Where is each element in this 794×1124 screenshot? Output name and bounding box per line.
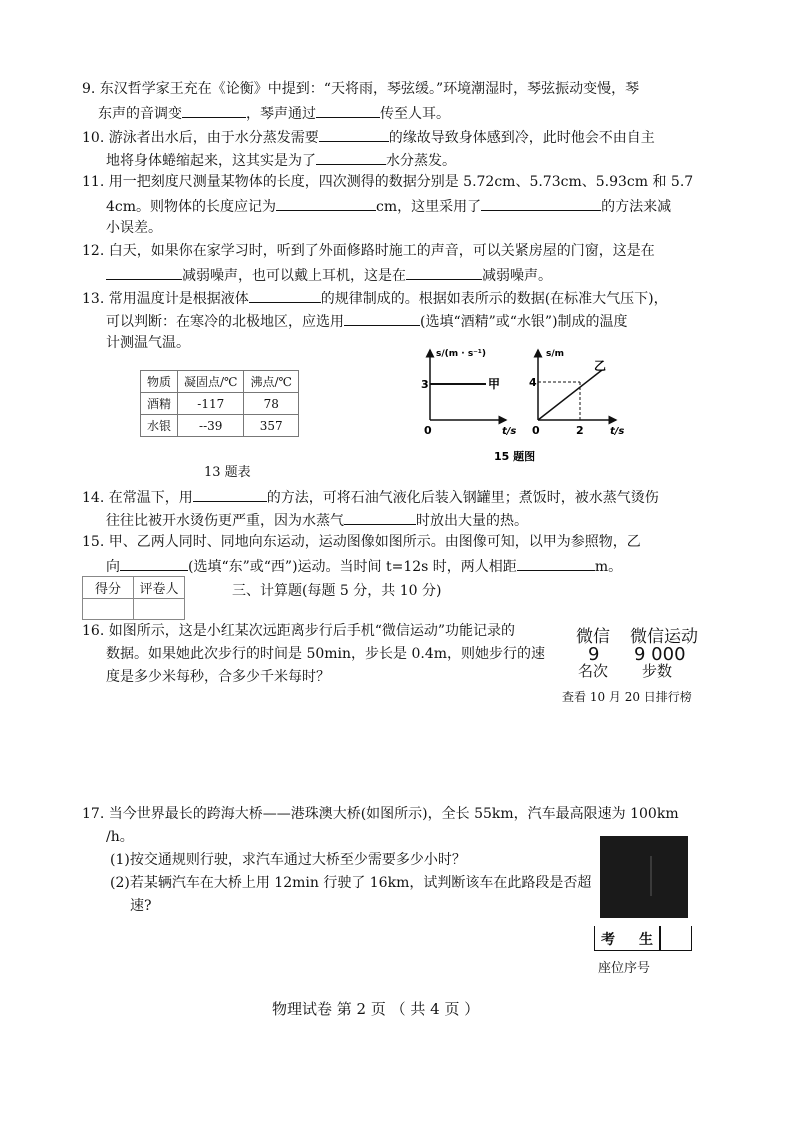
q13-table-caption: 13 题表 <box>204 465 251 480</box>
q12-text-a: 减弱噪声，也可以戴上耳机，这是在 <box>182 268 406 284</box>
q14-blank-2[interactable] <box>344 510 416 525</box>
q10-blank-2[interactable] <box>316 150 386 165</box>
q11-line1: 11. 用一把刻度尺测量某物体的长度，四次测得的数据分别是 5.72cm、5.73cm、5.93cm 和 5.7 <box>82 174 694 190</box>
left-y-label: s/(m · s⁻¹) <box>436 349 486 359</box>
table-row <box>141 393 299 415</box>
q13-data-table <box>140 370 299 437</box>
q12-line1: 12. 白天，如果你在家学习时，听到了外面修路时施工的声音，可以关紧房屋的门窗，这是在 <box>82 243 655 259</box>
q13-blank-1[interactable] <box>249 288 321 303</box>
q11-line3: 小误差。 <box>106 220 162 236</box>
wechat-title: 微信 <box>576 627 610 647</box>
table-header-cell: 沸点/℃ <box>244 371 298 393</box>
q14-text-b: 的方法，可将石油气液化后装入钢罐里；煮饭时，被水蒸气烫伤 <box>266 490 659 506</box>
q10-text-c: 地将身体蜷缩起来，这其实是为了 <box>106 153 316 169</box>
right-y-tick: 4 <box>529 376 537 389</box>
table-cell: -117 <box>178 393 244 415</box>
right-x-label: t/s <box>610 426 625 437</box>
table-cell: 水银 <box>141 415 178 437</box>
q17-part1: (1)按交通规则行驶，求汽车通过大桥至少需要多少小时？ <box>110 852 466 868</box>
seat-caption: 座位序号 <box>598 961 651 976</box>
q13-line2 <box>106 311 628 331</box>
q15-text-c: m。 <box>594 559 623 575</box>
left-origin: 0 <box>424 424 432 437</box>
q12-blank-2[interactable] <box>406 265 482 280</box>
right-origin: 0 <box>532 424 540 437</box>
grader-cell[interactable] <box>134 599 185 620</box>
q13-blank-2[interactable] <box>344 311 420 326</box>
q14-text-d: 时放出大量的热。 <box>416 513 528 529</box>
bridge-photo <box>600 836 688 918</box>
q13-text-d: (选填“酒精”或“水银”)制成的温度 <box>420 314 628 330</box>
right-series-line <box>538 370 602 420</box>
q13-text-b: 的规律制成的。根据如表所示的数据(在标准大气压下)， <box>320 291 668 307</box>
q9-blank-2[interactable] <box>316 103 380 118</box>
seat-divider <box>659 926 661 950</box>
q11-blank-1[interactable] <box>276 196 376 211</box>
bridge-tower <box>650 856 652 896</box>
table-row <box>141 415 299 437</box>
q17-line2: /h。 <box>106 829 134 845</box>
grader-label: 评卷人 <box>134 577 185 599</box>
q11-text-c: 的方法来减 <box>601 199 672 215</box>
q16-line3: 度是多少米每秒，合多少千米每时？ <box>106 669 330 685</box>
q9-text-c: 传至人耳。 <box>380 106 450 122</box>
q11-blank-2[interactable] <box>481 196 601 211</box>
fig15-graphs <box>418 342 638 466</box>
table-header-cell: 物质 <box>141 371 178 393</box>
q10-text-d: 水分蒸发。 <box>386 153 456 169</box>
q15-blank-2[interactable] <box>517 556 595 571</box>
score-table <box>82 576 185 620</box>
page-footer: 物理试卷 第 2 页 （ 共 4 页 ） <box>272 1000 480 1018</box>
wechat-sports-figure <box>562 622 722 712</box>
q14-line2 <box>106 510 528 530</box>
table-header-row <box>141 371 299 393</box>
q14-blank-1[interactable] <box>193 487 267 502</box>
steps-label: 步数 <box>642 662 673 680</box>
q12-text-b: 减弱噪声。 <box>482 268 552 284</box>
q14-text-c: 往往比被开水烫伤更严重，因为水蒸气 <box>106 513 344 529</box>
q9-blank-1[interactable] <box>182 103 246 118</box>
seat-label-sheng: 生 <box>639 932 653 948</box>
right-y-label: s/m <box>546 349 565 359</box>
q15-line2 <box>106 556 622 576</box>
left-y-tick: 3 <box>421 378 429 391</box>
score-label: 得分 <box>83 577 134 599</box>
right-x-tick: 2 <box>576 424 584 437</box>
q16-line1: 16. 如图所示，这是小红某次远距离步行后手机“微信运动”功能记录的 <box>82 623 516 639</box>
leaderboard-link: 查看 10 月 20 日排行榜 <box>562 690 692 704</box>
q14-text-a: 14. 在常温下，用 <box>82 490 193 506</box>
table-cell: --39 <box>178 415 244 437</box>
q12-line2 <box>106 265 552 285</box>
q17-part2: (2)若某辆汽车在大桥上用 12min 行驶了 16km，试判断该车在此路段是否超 <box>110 875 592 891</box>
q17-line1: 17. 当今世界最长的跨海大桥——港珠澳大桥(如图所示)，全长 55km，汽车最高限速为 100km <box>82 806 679 822</box>
table-cell: 357 <box>244 415 298 437</box>
left-series-label: 甲 <box>488 377 501 391</box>
q17-part2-cont: 速? <box>130 898 152 914</box>
q15-text-a: 向 <box>106 559 120 575</box>
q10-blank-1[interactable] <box>319 127 389 142</box>
score-cell[interactable] <box>83 599 134 620</box>
q11-line2 <box>106 196 671 216</box>
q10-line1 <box>82 127 655 147</box>
seat-label-kao: 考 <box>601 932 615 948</box>
q10-text-b: 的缘故导致身体感到冷，此时他会不由自主 <box>388 130 655 146</box>
q13-line1 <box>82 288 668 308</box>
steps-value: 9 000 <box>634 644 686 665</box>
table-cell: 酒精 <box>141 393 178 415</box>
seat-number-box <box>594 926 692 951</box>
fig15-caption: 15 题图 <box>494 450 536 463</box>
table-cell: 78 <box>244 393 298 415</box>
wechat-sports-title: 微信运动 <box>630 627 698 647</box>
q10-line2 <box>106 150 456 170</box>
q10-text-a: 10. 游泳者出水后，由于水分蒸发需要 <box>82 130 319 146</box>
q16-line2: 数据。如果她此次步行的时间是 50min，步长是 0.4m，则她步行的速 <box>106 646 546 662</box>
q15-text-b: (选填“东”或“西”)运动。当时间 t=12s 时，两人相距 <box>188 559 517 575</box>
q11-text-a: 4cm。则物体的长度应记为 <box>106 199 277 215</box>
rank-label: 名次 <box>578 662 609 680</box>
table-header-cell: 凝固点/℃ <box>178 371 244 393</box>
right-series-label: 乙 <box>594 359 607 373</box>
q13-text-c: 可以判断：在寒冷的北极地区，应选用 <box>106 314 344 330</box>
section-3-heading: 三、计算题(每题 5 分，共 10 分) <box>232 583 442 599</box>
q9-text-a: 东声的音调变 <box>98 106 182 122</box>
q9-text-b: ，琴声通过 <box>246 106 316 122</box>
q9-line1: 9. 东汉哲学家王充在《论衡》中提到：“天将雨，琴弦缓。”环境潮湿时，琴弦振动变慢，琴 <box>82 81 640 97</box>
q14-line1 <box>82 487 659 507</box>
q13-line3: 计测温气温。 <box>106 335 190 351</box>
left-x-label: t/s <box>502 426 517 437</box>
q15-line1: 15. 甲、乙两人同时、同地向东运动，运动图像如图所示。由图像可知，以甲为参照物，乙 <box>82 534 641 550</box>
q9-line2 <box>98 103 450 123</box>
rank-value: 9 <box>588 644 600 665</box>
q15-blank-1[interactable] <box>120 556 188 571</box>
q13-text-a: 13. 常用温度计是根据液体 <box>82 291 249 307</box>
q12-blank-1[interactable] <box>106 265 182 280</box>
q11-text-b: cm，这里采用了 <box>376 199 482 215</box>
